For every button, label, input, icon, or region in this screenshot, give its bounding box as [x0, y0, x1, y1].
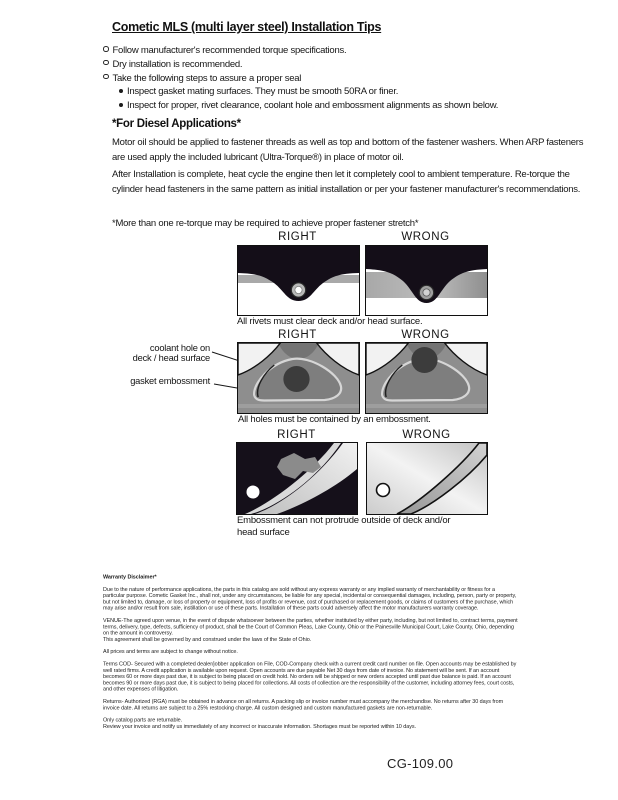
warranty-paragraph: Due to the nature of performance applications, the parts in this catalog are sold without any express warranty or any implied warranty of merchantability or fitness for a particular purpose. Cometic Gasket Inc., shall not, under any circumstances, be liable for any special, incidental or consequential damages, including, person, party or property, but not limited to, damage, or loss of property or equipment, loss of profits or revenue, cost of purchased or replacement goods, or claims of customers of the purchase, which may arise and/or result from sale, instillation or use of these parts. Installation of these parts could adversely affect the motor manufacturers warranty coverage.: [103, 586, 517, 612]
warranty-paragraph: Terms COD- Secured with a completed dealer/jobber application on File, COD-Company check with a current credit card number on file. Open accounts may be established by well rated firms. A credit application is available upon request. Open accounts are due payable Net 30 days from date of invoice. No statement will be sent. If an account becomes 60 or more days past due, it is subject to being placed on credit hold. No orders will be shipped or new orders accepted until past due balance is paid. If an account becomes 90 or more days past due, it is subject to being placed for collections. All costs of collection are the responsibility of the customer, including attorney fees, court costs, and other expenses of litigation.: [103, 660, 517, 693]
open-bullet-icon: [103, 60, 109, 66]
embossment-right-diagram: [237, 342, 360, 414]
embossment-wrong-diagram: [365, 342, 488, 414]
rivet-clearance-right-diagram: [237, 245, 360, 316]
diesel-paragraph-2: After Installation is complete, heat cycle the engine then let it completely cool to ambient temperature. Re-torque the cylinder head fasteners in the same pattern as initial installation or per your fastener manufacturer's recommendations.: [112, 169, 581, 195]
warranty-paragraph: This agreement shall be governed by and construed under the laws of the State of Ohio.: [103, 636, 312, 643]
tip-text: Take the following steps to assure a proper seal: [112, 72, 302, 84]
row2-caption: All holes must be contained by an embossment.: [238, 414, 431, 425]
warranty-paragraph: Review your invoice and notify us immediately of any incorrect or inaccurate information. Shortages must be reported within 10 days.: [103, 723, 417, 730]
warranty-heading: Warranty Disclaimer*: [103, 574, 157, 580]
list-item: [103, 72, 603, 86]
row2-wrong-label: WRONG: [401, 329, 450, 341]
coolant-hole-label: [95, 344, 210, 364]
warranty-paragraph: All prices and terms are subject to change without notice.: [103, 648, 238, 655]
protrude-right-illustration: [237, 443, 357, 514]
installation-tips-list: [103, 44, 603, 113]
diesel-paragraph-1: Motor oil should be applied to fastener threads as well as top and bottom of the fastener washers. When ARP fasteners are used apply the included lubricant (Ultra-Torque®) in place of motor oil.: [112, 137, 584, 163]
list-item: [103, 44, 603, 58]
retorque-note: *More than one re-torque may be required to achieve proper fastener stretch*: [112, 218, 419, 229]
embossment-wrong-illustration: [366, 343, 487, 413]
warranty-paragraph: Only catalog parts are returnable.: [103, 717, 183, 724]
row3-right-label: RIGHT: [277, 429, 316, 441]
filled-bullet-icon: [119, 89, 123, 93]
protrude-wrong-illustration: [367, 443, 487, 514]
warranty-paragraph: Returns- Authorized (RGA) must be obtained in advance on all returns. A packing slip or invoice number must accompany the merchandise. No returns after 30 days from invoice date. All returns are subject to a 25% restocking charge. All custom designed and custom manufactured gaskets are non-returnable.: [103, 698, 504, 711]
rivet-wrong-illustration: [366, 246, 487, 315]
page-title: Cometic MLS (multi layer steel) Installation Tips: [112, 20, 382, 34]
row1-right-label: RIGHT: [278, 231, 317, 243]
list-item: [103, 58, 603, 72]
embossment-right-illustration: [238, 343, 359, 413]
rivet-clearance-wrong-diagram: [365, 245, 488, 316]
row3-caption: Embossment can not protrude outside of deck and/or head surface: [237, 515, 451, 538]
row2-right-label: RIGHT: [278, 329, 317, 341]
protrude-right-diagram: [236, 442, 358, 515]
list-item: [103, 99, 603, 113]
open-bullet-icon: [103, 74, 109, 80]
list-item: [103, 85, 603, 99]
open-bullet-icon: [103, 46, 109, 52]
row1-caption: All rivets must clear deck and/or head surface.: [237, 316, 423, 327]
coolant-hole-label-line2: deck / head surface: [132, 352, 210, 363]
tip-text: Inspect gasket mating surfaces. They must be smooth 50RA or finer.: [127, 86, 399, 98]
diesel-applications-heading: *For Diesel Applications*: [112, 118, 241, 130]
coolant-hole-label-line1: coolant hole on: [149, 343, 210, 353]
page-code: CG-109.00: [387, 756, 454, 771]
warranty-paragraph: VENUE-The agreed upon venue, in the event of dispute whatsoever between the parties, whether instituted by either party, including, but not limited to, contract terms, payment terms, delivery, type, defects, sufficiency of product, shall be the Court of Common Pleas, Lake County, Ohio or the Painesville Municipal Court, Lake County, Ohio, depending on the amount in controversy.: [103, 617, 518, 637]
filled-bullet-icon: [119, 103, 123, 107]
protrude-wrong-diagram: [366, 442, 488, 515]
row3-wrong-label: WRONG: [402, 429, 451, 441]
tip-text: Inspect for proper, rivet clearance, coolant hole and embossment alignments as shown below.: [127, 100, 499, 112]
warranty-disclaimer-block: [103, 574, 518, 736]
tip-text: Dry installation is recommended.: [112, 58, 243, 70]
row1-wrong-label: WRONG: [401, 231, 450, 243]
rivet-right-illustration: [238, 246, 359, 315]
tip-text: Follow manufacturer's recommended torque specifications.: [112, 45, 347, 56]
gasket-embossment-label: gasket embossment: [130, 376, 210, 386]
